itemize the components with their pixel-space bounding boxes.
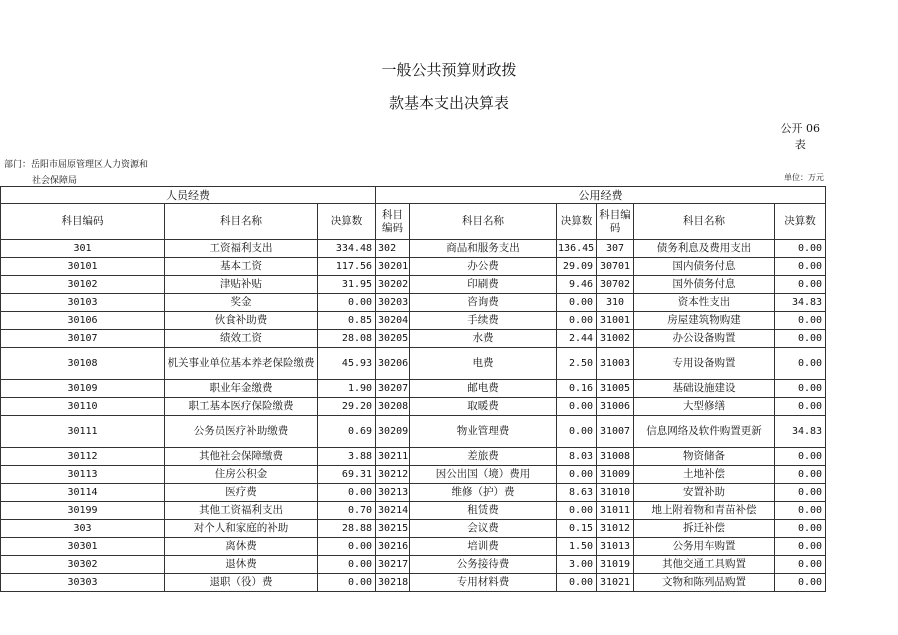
table-row <box>1 380 826 398</box>
header-name-2: 科目名称 <box>410 204 557 240</box>
name-cell: 债务利息及费用支出 <box>634 240 775 258</box>
header-name-3: 科目名称 <box>634 204 775 240</box>
amount-cell: 0.00 <box>557 294 597 312</box>
table-row <box>1 312 826 330</box>
name-cell: 咨询费 <box>410 294 557 312</box>
code-cell: 30108 <box>1 348 165 380</box>
amount-cell: 0.00 <box>775 380 826 398</box>
code-cell: 30211 <box>376 448 410 466</box>
amount-cell: 2.44 <box>557 330 597 348</box>
table-row <box>1 258 826 276</box>
header-amount: 决算数 <box>318 204 376 240</box>
name-cell: 其他社会保障缴费 <box>165 448 318 466</box>
unit-label: 单位：万元 <box>784 173 824 182</box>
code-cell: 30204 <box>376 312 410 330</box>
table-row <box>1 520 826 538</box>
name-cell: 信息网络及软件购置更新 <box>634 416 775 448</box>
code-cell: 303 <box>1 520 165 538</box>
amount-cell: 0.00 <box>318 538 376 556</box>
report-title-line2: 款基本支出决算表 <box>388 94 509 112</box>
code-cell: 30201 <box>376 258 410 276</box>
code-cell: 31003 <box>597 348 634 380</box>
code-cell: 30218 <box>376 574 410 592</box>
header-code-3-bottom: 码 <box>609 221 621 234</box>
code-cell: 30215 <box>376 520 410 538</box>
code-cell: 301 <box>1 240 165 258</box>
code-cell: 30114 <box>1 484 165 502</box>
amount-cell: 0.69 <box>318 416 376 448</box>
code-cell: 30203 <box>376 294 410 312</box>
name-cell: 绩效工资 <box>165 330 318 348</box>
code-cell: 30302 <box>1 556 165 574</box>
header-code-3-top: 科目编 <box>599 208 631 221</box>
header-code-2-bottom: 编码 <box>382 221 404 234</box>
code-cell: 30112 <box>1 448 165 466</box>
amount-cell: 0.00 <box>318 574 376 592</box>
group-public: 公用经费 <box>376 187 826 204</box>
report-title-line1: 一般公共预算财政拨 <box>381 61 517 79</box>
amount-cell: 3.00 <box>557 556 597 574</box>
code-cell: 31012 <box>597 520 634 538</box>
amount-cell: 0.00 <box>775 240 826 258</box>
table-row <box>1 502 826 520</box>
code-cell: 30214 <box>376 502 410 520</box>
name-cell: 其他工资福利支出 <box>165 502 318 520</box>
amount-cell: 69.31 <box>318 466 376 484</box>
amount-cell: 0.15 <box>557 520 597 538</box>
amount-cell: 0.00 <box>775 348 826 380</box>
name-cell: 基础设施建设 <box>634 380 775 398</box>
code-cell: 30208 <box>376 398 410 416</box>
code-cell: 31013 <box>597 538 634 556</box>
amount-cell: 28.88 <box>318 520 376 538</box>
code-cell: 30101 <box>1 258 165 276</box>
code-cell: 30205 <box>376 330 410 348</box>
code-cell: 31009 <box>597 466 634 484</box>
amount-cell: 0.00 <box>775 520 826 538</box>
table-row <box>1 330 826 348</box>
amount-cell: 0.00 <box>775 466 826 484</box>
code-cell: 30303 <box>1 574 165 592</box>
code-cell: 307 <box>597 240 634 258</box>
name-cell: 因公出国（境）费用 <box>410 466 557 484</box>
amount-cell: 0.00 <box>775 448 826 466</box>
name-cell: 公务员医疗补助缴费 <box>165 416 318 448</box>
form-code <box>781 121 821 153</box>
amount-cell: 0.00 <box>775 258 826 276</box>
name-cell: 手续费 <box>410 312 557 330</box>
header-code-3 <box>597 204 634 240</box>
code-cell: 30106 <box>1 312 165 330</box>
code-cell: 30113 <box>1 466 165 484</box>
code-cell: 30107 <box>1 330 165 348</box>
name-cell: 邮电费 <box>410 380 557 398</box>
name-cell: 会议费 <box>410 520 557 538</box>
amount-cell: 45.93 <box>318 348 376 380</box>
name-cell: 专用材料费 <box>410 574 557 592</box>
name-cell: 文物和陈列品购置 <box>634 574 775 592</box>
amount-cell: 29.20 <box>318 398 376 416</box>
code-cell: 31008 <box>597 448 634 466</box>
name-cell: 奖金 <box>165 294 318 312</box>
code-cell: 30111 <box>1 416 165 448</box>
code-cell: 31010 <box>597 484 634 502</box>
header-code-2 <box>376 204 410 240</box>
name-cell: 机关事业单位基本养老保险缴费 <box>165 348 318 380</box>
name-cell: 办公费 <box>410 258 557 276</box>
department <box>4 157 148 189</box>
amount-cell: 0.00 <box>775 276 826 294</box>
header-code: 科目编码 <box>1 204 165 240</box>
table-row <box>1 416 826 448</box>
amount-cell: 34.83 <box>775 416 826 448</box>
amount-cell: 0.00 <box>775 502 826 520</box>
name-cell: 国外债务付息 <box>634 276 775 294</box>
name-cell: 办公设备购置 <box>634 330 775 348</box>
amount-cell: 0.00 <box>775 330 826 348</box>
code-cell: 30102 <box>1 276 165 294</box>
table-row <box>1 276 826 294</box>
amount-cell: 0.00 <box>775 312 826 330</box>
name-cell: 差旅费 <box>410 448 557 466</box>
name-cell: 物业管理费 <box>410 416 557 448</box>
header-amount-3: 决算数 <box>775 204 826 240</box>
amount-cell: 117.56 <box>318 258 376 276</box>
name-cell: 印刷费 <box>410 276 557 294</box>
name-cell: 培训费 <box>410 538 557 556</box>
amount-cell: 0.00 <box>775 574 826 592</box>
name-cell: 大型修缮 <box>634 398 775 416</box>
amount-cell: 136.45 <box>557 240 597 258</box>
amount-cell: 8.03 <box>557 448 597 466</box>
amount-cell: 0.00 <box>318 484 376 502</box>
table-row <box>1 556 826 574</box>
name-cell: 公务接待费 <box>410 556 557 574</box>
code-cell: 30301 <box>1 538 165 556</box>
name-cell: 津贴补贴 <box>165 276 318 294</box>
code-cell: 30209 <box>376 416 410 448</box>
amount-cell: 29.09 <box>557 258 597 276</box>
name-cell: 水费 <box>410 330 557 348</box>
amount-cell: 1.50 <box>557 538 597 556</box>
code-cell: 30202 <box>376 276 410 294</box>
code-cell: 30212 <box>376 466 410 484</box>
code-cell: 30207 <box>376 380 410 398</box>
table-row <box>1 466 826 484</box>
amount-cell: 0.00 <box>557 398 597 416</box>
department-line1: 部门：岳阳市屈原管理区人力资源和 <box>4 160 149 170</box>
name-cell: 公务用车购置 <box>634 538 775 556</box>
amount-cell: 0.00 <box>557 466 597 484</box>
amount-cell: 0.00 <box>318 294 376 312</box>
table-row <box>1 240 826 258</box>
name-cell: 物资储备 <box>634 448 775 466</box>
table-row <box>1 538 826 556</box>
name-cell: 退休费 <box>165 556 318 574</box>
table-row <box>1 348 826 380</box>
name-cell: 拆迁补偿 <box>634 520 775 538</box>
code-cell: 30213 <box>376 484 410 502</box>
name-cell: 租赁费 <box>410 502 557 520</box>
amount-cell: 0.00 <box>775 538 826 556</box>
amount-cell: 1.90 <box>318 380 376 398</box>
name-cell: 取暖费 <box>410 398 557 416</box>
name-cell: 工资福利支出 <box>165 240 318 258</box>
table-row <box>1 398 826 416</box>
code-cell: 30216 <box>376 538 410 556</box>
name-cell: 伙食补助费 <box>165 312 318 330</box>
amount-cell: 0.70 <box>318 502 376 520</box>
table-body <box>1 240 826 592</box>
name-cell: 职工基本医疗保险缴费 <box>165 398 318 416</box>
amount-cell: 0.16 <box>557 380 597 398</box>
name-cell: 对个人和家庭的补助 <box>165 520 318 538</box>
name-cell: 房屋建筑物购建 <box>634 312 775 330</box>
amount-cell: 8.63 <box>557 484 597 502</box>
expenditure-table <box>0 186 826 592</box>
code-cell: 30110 <box>1 398 165 416</box>
code-cell: 31021 <box>597 574 634 592</box>
name-cell: 土地补偿 <box>634 466 775 484</box>
table-row <box>1 448 826 466</box>
code-cell: 30199 <box>1 502 165 520</box>
code-cell: 30217 <box>376 556 410 574</box>
code-cell: 310 <box>597 294 634 312</box>
name-cell: 资本性支出 <box>634 294 775 312</box>
name-cell: 安置补助 <box>634 484 775 502</box>
name-cell: 专用设备购置 <box>634 348 775 380</box>
amount-cell: 31.95 <box>318 276 376 294</box>
header-amount-2: 决算数 <box>557 204 597 240</box>
column-header-row <box>1 204 826 240</box>
amount-cell: 2.50 <box>557 348 597 380</box>
name-cell: 住房公积金 <box>165 466 318 484</box>
amount-cell: 0.00 <box>318 556 376 574</box>
name-cell: 基本工资 <box>165 258 318 276</box>
table-row <box>1 484 826 502</box>
amount-cell: 0.00 <box>775 484 826 502</box>
code-cell: 31011 <box>597 502 634 520</box>
form-code-line2: 表 <box>794 138 806 151</box>
group-personnel: 人员经费 <box>1 187 376 204</box>
group-header-row <box>1 187 826 204</box>
table-row <box>1 574 826 592</box>
table-row <box>1 294 826 312</box>
name-cell: 其他交通工具购置 <box>634 556 775 574</box>
amount-cell: 9.46 <box>557 276 597 294</box>
amount-cell: 0.85 <box>318 312 376 330</box>
code-cell: 30109 <box>1 380 165 398</box>
name-cell: 电费 <box>410 348 557 380</box>
amount-cell: 0.00 <box>775 398 826 416</box>
amount-cell: 0.00 <box>557 416 597 448</box>
amount-cell: 3.88 <box>318 448 376 466</box>
header-code-2-top: 科目 <box>382 208 404 221</box>
amount-cell: 34.83 <box>775 294 826 312</box>
code-cell: 30702 <box>597 276 634 294</box>
name-cell: 离休费 <box>165 538 318 556</box>
amount-cell: 0.00 <box>557 574 597 592</box>
name-cell: 商品和服务支出 <box>410 240 557 258</box>
amount-cell: 0.00 <box>557 502 597 520</box>
header-name: 科目名称 <box>165 204 318 240</box>
code-cell: 31007 <box>597 416 634 448</box>
code-cell: 31006 <box>597 398 634 416</box>
code-cell: 31002 <box>597 330 634 348</box>
department-line2: 社会保障局 <box>32 176 78 186</box>
amount-cell: 334.48 <box>318 240 376 258</box>
code-cell: 30103 <box>1 294 165 312</box>
amount-cell: 0.00 <box>775 556 826 574</box>
name-cell: 维修（护）费 <box>410 484 557 502</box>
name-cell: 国内债务付息 <box>634 258 775 276</box>
code-cell: 302 <box>376 240 410 258</box>
code-cell: 30701 <box>597 258 634 276</box>
amount-cell: 0.00 <box>557 312 597 330</box>
code-cell: 31019 <box>597 556 634 574</box>
code-cell: 30206 <box>376 348 410 380</box>
amount-cell: 28.08 <box>318 330 376 348</box>
form-code-line1: 公开 06 <box>780 122 820 135</box>
name-cell: 地上附着物和青苗补偿 <box>634 502 775 520</box>
code-cell: 31001 <box>597 312 634 330</box>
name-cell: 退职（役）费 <box>165 574 318 592</box>
code-cell: 31005 <box>597 380 634 398</box>
name-cell: 职业年金缴费 <box>165 380 318 398</box>
name-cell: 医疗费 <box>165 484 318 502</box>
